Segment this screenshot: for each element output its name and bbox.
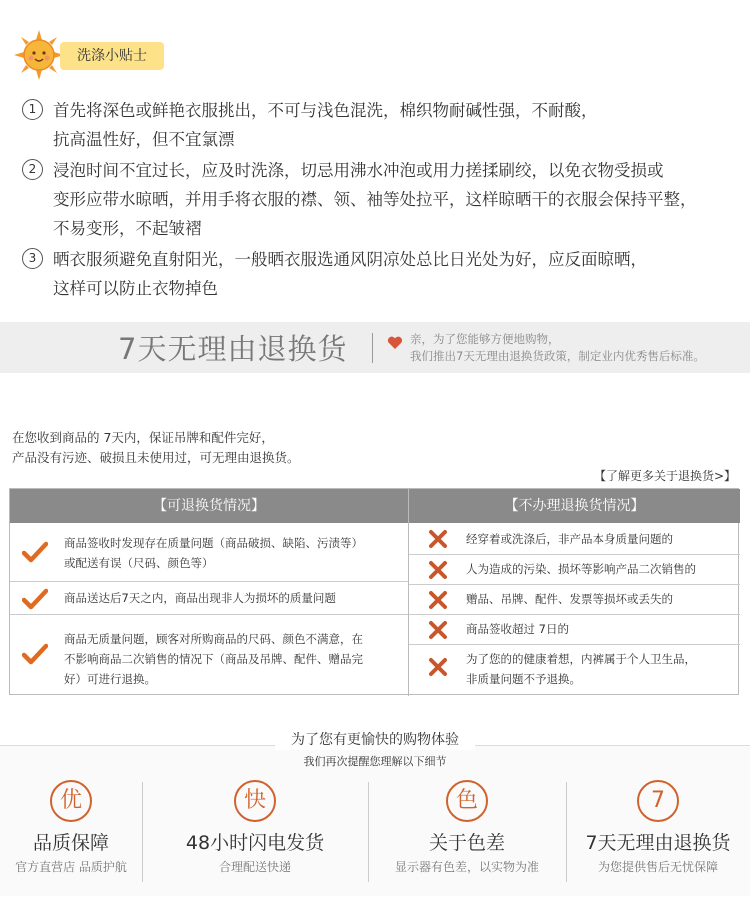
tip-line: 这样可以防止衣物掉色: [53, 279, 218, 298]
returnable-header: 【可退换货情况】: [10, 489, 408, 523]
heart-icon: [387, 336, 403, 350]
non-returnable-case: [466, 529, 673, 549]
case-line: 不影响商品二次销售的情况下（商品及吊牌、配件、赠品完: [64, 652, 363, 666]
return-policy-table: [9, 488, 739, 695]
cross-icon: [428, 529, 448, 549]
check-icon: [22, 541, 48, 563]
non-returnable-case: [466, 619, 569, 639]
banner-note-line: 亲，为了您能够方便地购物，: [410, 332, 560, 346]
service-desc: 为您提供售后无忧保障: [597, 860, 718, 874]
non-returnable-header: 【不办理退换货情况】: [409, 489, 740, 523]
row-divider: [409, 614, 740, 615]
case-line: 商品送达后7天之内，商品出现非人为损坏的质量问题: [64, 591, 336, 605]
color-icon: 色: [446, 780, 488, 822]
learn-more-link[interactable]: 【了解更多关于退换货>】: [593, 469, 736, 483]
tip-line: 不易变形，不起皱褶: [53, 219, 202, 238]
service-quality: [0, 780, 142, 890]
cross-icon: [428, 560, 448, 580]
service-name: 品质保障: [32, 832, 109, 854]
service-title: 为了您有更愉快的购物体验: [275, 730, 475, 750]
returnable-case: [64, 588, 336, 608]
service-desc: 官方直营店 品质护航: [15, 860, 127, 874]
tip-number: 2: [22, 159, 43, 180]
seven-icon: 7: [637, 780, 679, 822]
intro-line: 在您收到商品的 7天内，保证吊牌和配件完好，: [12, 430, 274, 445]
non-returnable-case: [466, 589, 673, 609]
service-name: 关于色差: [428, 832, 505, 854]
case-line: 人为造成的污染、损坏等影响产品二次销售的: [466, 562, 696, 576]
returnable-case: [64, 629, 363, 689]
sun-icon: [14, 30, 64, 80]
tip-line: 变形应带水晾晒，并用手将衣服的襟、领、袖等处拉平，这样晾晒干的衣服会保持平整，: [53, 190, 697, 209]
cross-icon: [428, 620, 448, 640]
quality-icon: 优: [50, 780, 92, 822]
tip-line: 首先将深色或鲜艳衣服挑出，不可与浅色混洗，棉织物耐碱性强，不耐酸，: [53, 101, 598, 120]
service-desc: 合理配送快递: [218, 860, 291, 874]
service-shipping: [142, 780, 368, 890]
row-divider: [10, 614, 408, 615]
cross-icon: [428, 590, 448, 610]
tip-item: [22, 96, 742, 154]
tip-item: [22, 245, 742, 303]
intro-line: 产品没有污迹、破损且未使用过，可无理由退换货。: [12, 450, 300, 465]
returnable-case: [64, 533, 363, 573]
check-icon: [22, 643, 48, 665]
policy-intro: [12, 428, 300, 468]
return-policy-banner: [0, 322, 750, 373]
fast-icon: 快: [234, 780, 276, 822]
washing-tips-list: [22, 96, 742, 305]
banner-divider: [372, 333, 373, 363]
tip-line: 抗高温性好，但不宜氯漂: [53, 130, 235, 149]
case-line: 商品签收时发现存在质量问题（商品破损、缺陷、污渍等）: [64, 536, 363, 550]
row-divider: [409, 554, 740, 555]
row-divider: [409, 584, 740, 585]
service-name: 7天无理由退换货: [585, 832, 731, 854]
column-divider: [408, 489, 409, 696]
case-line: 经穿着或洗涤后，非产品本身质量问题的: [466, 532, 673, 546]
tip-line: 浸泡时间不宜过长，应及时洗涤，切忌用沸水冲泡或用力搓揉刷绞，以免衣物受损或: [53, 161, 664, 180]
banner-note: [410, 331, 705, 365]
washing-tips-header: [14, 30, 154, 80]
service-name: 48小时闪电发货: [185, 832, 325, 854]
banner-title: 7天无理由退换货: [118, 332, 348, 366]
case-line: 非质量问题不予退换。: [466, 672, 581, 686]
non-returnable-case: [466, 649, 696, 689]
non-returnable-case: [466, 559, 696, 579]
service-desc: 显示器有色差，以实物为准: [394, 860, 539, 874]
service-subtitle: 我们再次提醒您理解以下细节: [303, 755, 447, 768]
cross-icon: [428, 657, 448, 677]
tip-item: [22, 156, 742, 243]
case-line: 商品无质量问题，顾客对所购商品的尺码、颜色不满意，在: [64, 632, 363, 646]
row-divider: [409, 644, 740, 645]
row-divider: [10, 581, 408, 582]
tip-number: 1: [22, 99, 43, 120]
service-color: [368, 780, 566, 890]
case-line: 或配送有误（尺码、颜色等）: [64, 556, 214, 570]
tip-number: 3: [22, 248, 43, 269]
tip-line: 晒衣服须避免直射阳光，一般晒衣服选通风阴凉处总比日光处为好，应反面晾晒，: [53, 250, 647, 269]
washing-tips-badge: 洗涤小贴士: [60, 42, 164, 70]
case-line: 好）可进行退换。: [64, 672, 156, 686]
service-returns: [566, 780, 750, 890]
check-icon: [22, 588, 48, 610]
banner-note-line: 我们推出7天无理由退换货政策，制定业内优秀售后标准。: [410, 349, 705, 363]
case-line: 为了您的的健康着想，内裤属于个人卫生品，: [466, 652, 696, 666]
case-line: 商品签收超过 7日的: [466, 622, 569, 636]
case-line: 赠品、吊牌、配件、发票等损坏或丢失的: [466, 592, 673, 606]
